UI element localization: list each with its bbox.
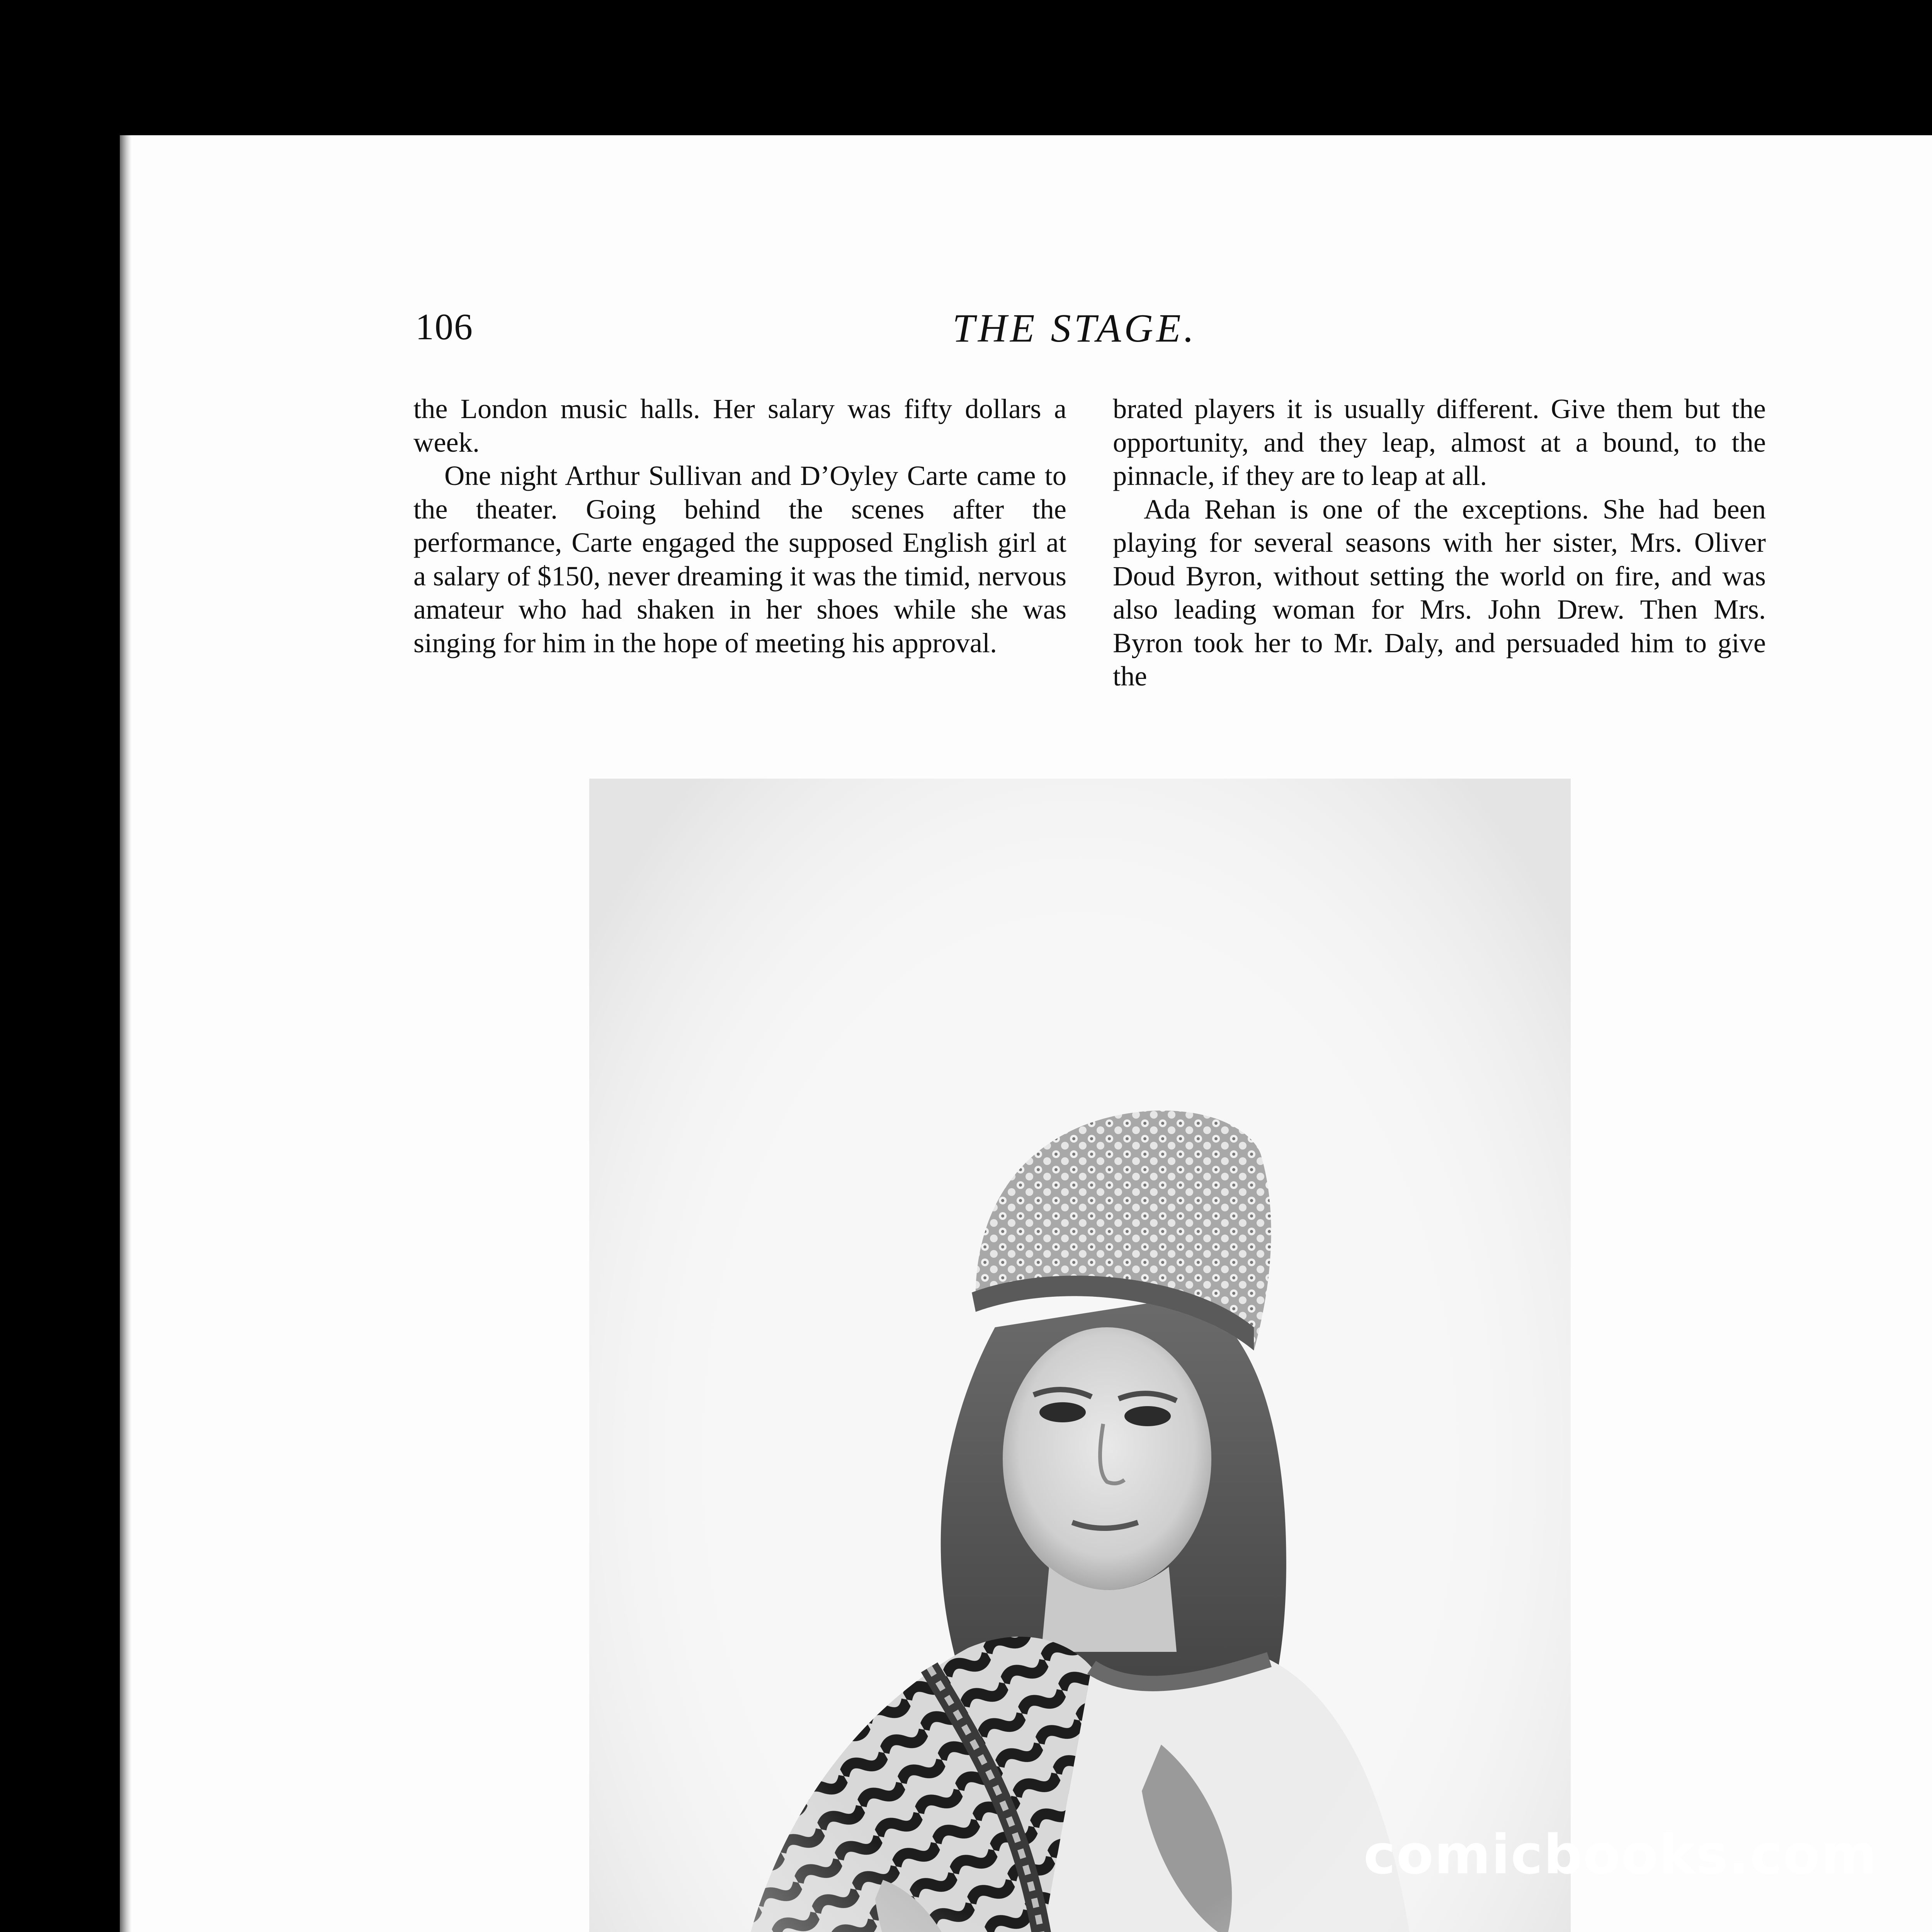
paragraph: the London music halls. Her salary was fifty dollars a week.	[413, 393, 1066, 458]
page-binding-shadow	[120, 135, 131, 1932]
portrait-photograph	[589, 779, 1571, 1932]
text-column-top-right	[1113, 392, 1766, 693]
journal-title: THE STAGE.	[952, 306, 1197, 350]
site-watermark: comicbooks.com	[1363, 1823, 1878, 1886]
text-column-top-left	[413, 392, 1066, 660]
paragraph: One night Arthur Sullivan and D’Oyley Carte came to the theater. Going behind the scenes after the performance, Carte engaged the supposed English girl at a salary of $150, never dreaming it was the timid, nervous amateur who had shaken in her shoes while she was singing for him in the hope of meeting his approval.	[413, 460, 1066, 658]
paragraph: Ada Rehan is one of the exceptions. She had been playing for several seasons with her sister, Mrs. Oliver Doud Byron, without setting the world on fire, and was also leading woman for Mrs. John Drew. Then Mrs. Byron took her to Mr. Daly, and persuaded him to give the	[1113, 493, 1766, 692]
page-number: 106	[415, 306, 473, 347]
running-head	[415, 305, 1764, 355]
paragraph: brated players it is usually different. Give them but the opportunity, and they leap, almost at a bound, to the pinnacle, if they are to leap at all.	[1113, 393, 1766, 491]
